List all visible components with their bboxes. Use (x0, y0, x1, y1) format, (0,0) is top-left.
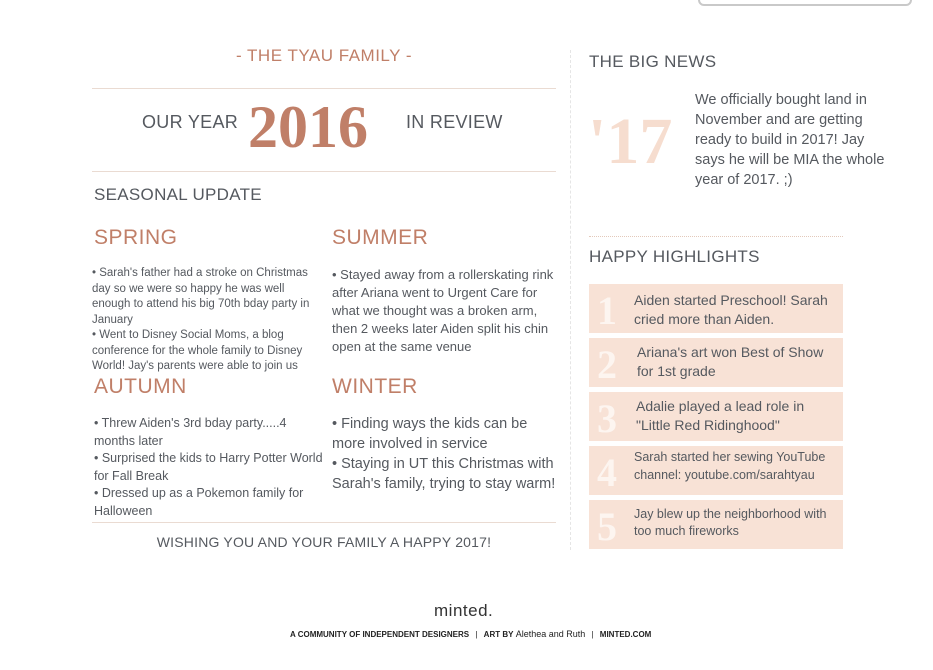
highlight-text: Aiden started Preschool! Sarah cried more than Aiden. (634, 292, 828, 327)
autumn-list (94, 415, 326, 520)
highlight-number: 5 (597, 504, 617, 549)
wishing-message: WISHING YOU AND YOUR FAMILY A HAPPY 2017! (156, 534, 492, 550)
highlight-text: Adalie played a lead role in "Little Red Ridinghood" (636, 398, 805, 433)
list-item: • Dressed up as a Pokemon family for Halloween (94, 486, 304, 518)
big-news-heading: THE BIG NEWS (589, 52, 717, 71)
happy-highlights-heading: HAPPY HIGHLIGHTS (589, 247, 760, 266)
autumn-heading: AUTUMN (94, 375, 187, 398)
winter-heading: WINTER (332, 375, 418, 398)
highlight-item (589, 446, 843, 495)
list-item: • Sarah's father had a stroke on Christmas day so we were so happy he was well enough to attend his big 70th bday party in January (92, 267, 310, 326)
big-news-text: We officially bought land in November and are getting ready to build in 2017! Jay says he will be MIA the whole year of 2017. ;) (695, 92, 885, 188)
highlight-number: 2 (597, 342, 617, 387)
summer-heading: SUMMER (332, 226, 429, 249)
year-mark: '17 (588, 105, 673, 178)
column-divider (570, 50, 571, 550)
list-item: • Threw Aiden's 3rd bday party.....4 months later (94, 416, 287, 448)
top-edge-control (698, 0, 912, 6)
highlight-text: Sarah started her sewing YouTube channel: youtube.com/sarahtyau (634, 450, 826, 482)
artists-name: Alethea and Ruth (515, 629, 586, 639)
highlight-text: Ariana's art won Best of Show for 1st grade (637, 344, 824, 379)
divider-middle (92, 171, 556, 172)
seasonal-update-heading: SEASONAL UPDATE (94, 185, 262, 204)
separator: | (475, 630, 478, 639)
highlight-item (589, 500, 843, 549)
family-name: - THE TYAU FAMILY - (235, 46, 413, 65)
footer-credits (290, 629, 651, 639)
divider-bottom (92, 522, 556, 523)
list-item: • Went to Disney Social Moms, a blog conference for the whole family to Disney World! Jay's parents were able to join us (92, 329, 303, 372)
year-number: 2016 (248, 94, 368, 160)
winter-list (332, 414, 562, 494)
highlight-number: 1 (597, 288, 617, 333)
highlight-number: 3 (597, 396, 617, 441)
dotted-divider (589, 236, 843, 237)
highlight-item (589, 284, 843, 333)
summer-list (332, 266, 560, 356)
list-item: • Finding ways the kids can be more involved in service (332, 416, 528, 452)
highlight-text: Jay blew up the neighborhood with too much fireworks (634, 507, 827, 538)
art-by-label: ART BY (483, 630, 514, 639)
highlight-number: 4 (597, 450, 617, 495)
minted-logo: minted. (434, 601, 494, 620)
site-link[interactable]: MINTED.COM (599, 630, 652, 639)
list-item: • Stayed away from a rollerskating rink after Ariana went to Urgent Care for what we thought was a broken arm, then 2 weeks later Aiden split his chin open at the same venue (332, 267, 554, 354)
divider-top (92, 88, 556, 89)
spring-list (92, 266, 324, 375)
our-year-label: OUR YEAR (142, 112, 239, 132)
list-item: • Surprised the kids to Harry Potter World for Fall Break (94, 451, 323, 483)
spring-heading: SPRING (94, 226, 178, 249)
highlight-item (589, 338, 843, 387)
separator: | (591, 630, 594, 639)
highlight-item (589, 392, 843, 441)
list-item: • Staying in UT this Christmas with Sarah's family, trying to stay warm! (332, 456, 556, 492)
in-review-label: IN REVIEW (406, 112, 503, 132)
community-text: A COMMUNITY OF INDEPENDENT DESIGNERS (290, 630, 470, 639)
